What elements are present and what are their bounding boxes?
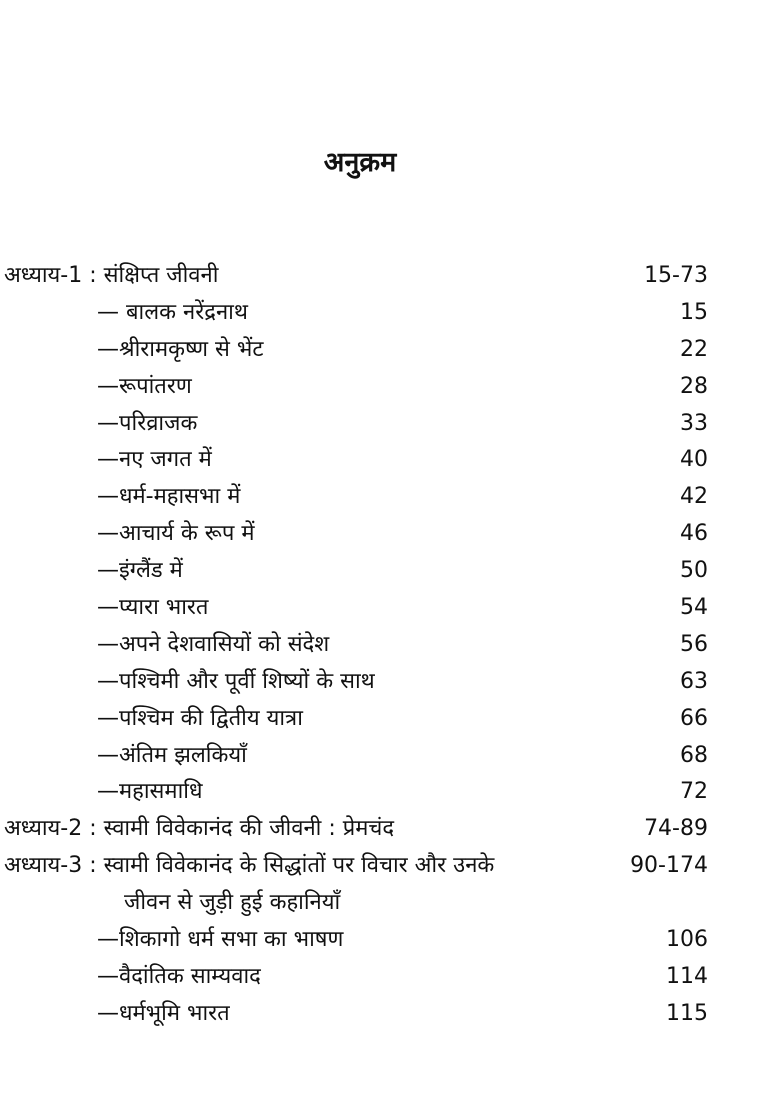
toc-section bbox=[0, 479, 780, 516]
toc-page-number: 74-89 bbox=[644, 816, 708, 842]
table-of-contents bbox=[0, 258, 780, 1033]
toc-page-number: 115 bbox=[666, 1000, 708, 1026]
toc-section bbox=[0, 553, 780, 590]
toc-page-number: 63 bbox=[680, 668, 708, 694]
toc-entry-label: —महासमाधि bbox=[97, 779, 203, 805]
toc-entry-label: अध्याय-1 : संक्षिप्त जीवनी bbox=[4, 263, 219, 288]
toc-section bbox=[0, 442, 780, 479]
toc-entry-label: —प्यारा भारत bbox=[97, 595, 209, 621]
toc-entry-label: —रूपांतरण bbox=[97, 373, 192, 399]
toc-page-number: 46 bbox=[680, 521, 708, 547]
toc-section bbox=[0, 295, 780, 332]
toc-entry-label: —श्रीरामकृष्ण से भेंट bbox=[97, 336, 264, 362]
toc-page-number: 15-73 bbox=[644, 263, 708, 288]
toc-entry-label: —धर्मभूमि भारत bbox=[97, 1000, 230, 1026]
toc-entry-label: —अपने देशवासियों को संदेश bbox=[97, 631, 330, 657]
toc-section bbox=[0, 627, 780, 664]
toc-section bbox=[0, 738, 780, 775]
toc-entry-label: —नए जगत में bbox=[97, 447, 212, 473]
toc-section bbox=[0, 774, 780, 811]
toc-section bbox=[0, 406, 780, 443]
toc-section bbox=[0, 959, 780, 996]
toc-page-number: 68 bbox=[680, 742, 708, 768]
toc-page-number: 72 bbox=[680, 779, 708, 805]
toc-section bbox=[0, 664, 780, 701]
toc-chapter-1 bbox=[0, 258, 780, 295]
toc-chapter-2 bbox=[0, 811, 780, 848]
toc-entry-label: —अंतिम झलकियाँ bbox=[97, 742, 247, 768]
toc-entry-label: —परिव्राजक bbox=[97, 410, 198, 436]
toc-entry-label: —धर्म-महासभा में bbox=[97, 484, 241, 510]
toc-chapter-3 bbox=[0, 848, 780, 885]
toc-page-number: 28 bbox=[680, 373, 708, 399]
toc-entry-label: — बालक नरेंद्रनाथ bbox=[97, 299, 248, 325]
toc-section bbox=[0, 590, 780, 627]
toc-page-number: 106 bbox=[666, 927, 708, 953]
toc-section bbox=[0, 701, 780, 738]
toc-page-number: 33 bbox=[680, 410, 708, 436]
toc-page-number: 50 bbox=[680, 558, 708, 584]
toc-section bbox=[0, 516, 780, 553]
toc-section bbox=[0, 369, 780, 406]
toc-entry-label: —पश्चिमी और पूर्वी शिष्यों के साथ bbox=[97, 668, 375, 694]
toc-entry-label: —इंग्लैंड में bbox=[97, 558, 183, 584]
toc-section bbox=[0, 922, 780, 959]
toc-entry-label: —वैदांतिक साम्यवाद bbox=[97, 963, 261, 989]
toc-page-number: 40 bbox=[680, 447, 708, 473]
toc-entry-label: अध्याय-2 : स्वामी विवेकानंद की जीवनी : प्रेमचंद bbox=[4, 816, 395, 842]
toc-page-number: 22 bbox=[680, 336, 708, 362]
toc-page-number: 90-174 bbox=[630, 853, 708, 879]
toc-section bbox=[0, 332, 780, 369]
page-title: अनुक्रम bbox=[323, 147, 397, 178]
toc-entry-label-continued: जीवन से जुड़ी हुई कहानियाँ bbox=[124, 890, 341, 916]
toc-page-number: 15 bbox=[680, 299, 708, 325]
toc-chapter-3-continuation bbox=[0, 885, 780, 922]
toc-page-number: 54 bbox=[680, 595, 708, 621]
toc-entry-label: —शिकागो धर्म सभा का भाषण bbox=[97, 927, 344, 953]
toc-page-number: 56 bbox=[680, 631, 708, 657]
toc-page-number: 66 bbox=[680, 705, 708, 731]
toc-page-number: 42 bbox=[680, 484, 708, 510]
toc-page-number: 114 bbox=[666, 963, 708, 989]
toc-entry-label: —पश्चिम की द्वितीय यात्रा bbox=[97, 705, 303, 731]
toc-section bbox=[0, 996, 780, 1033]
toc-entry-label: —आचार्य के रूप में bbox=[97, 521, 255, 547]
toc-entry-label: अध्याय-3 : स्वामी विवेकानंद के सिद्धांतों पर विचार और उनके bbox=[4, 853, 495, 879]
